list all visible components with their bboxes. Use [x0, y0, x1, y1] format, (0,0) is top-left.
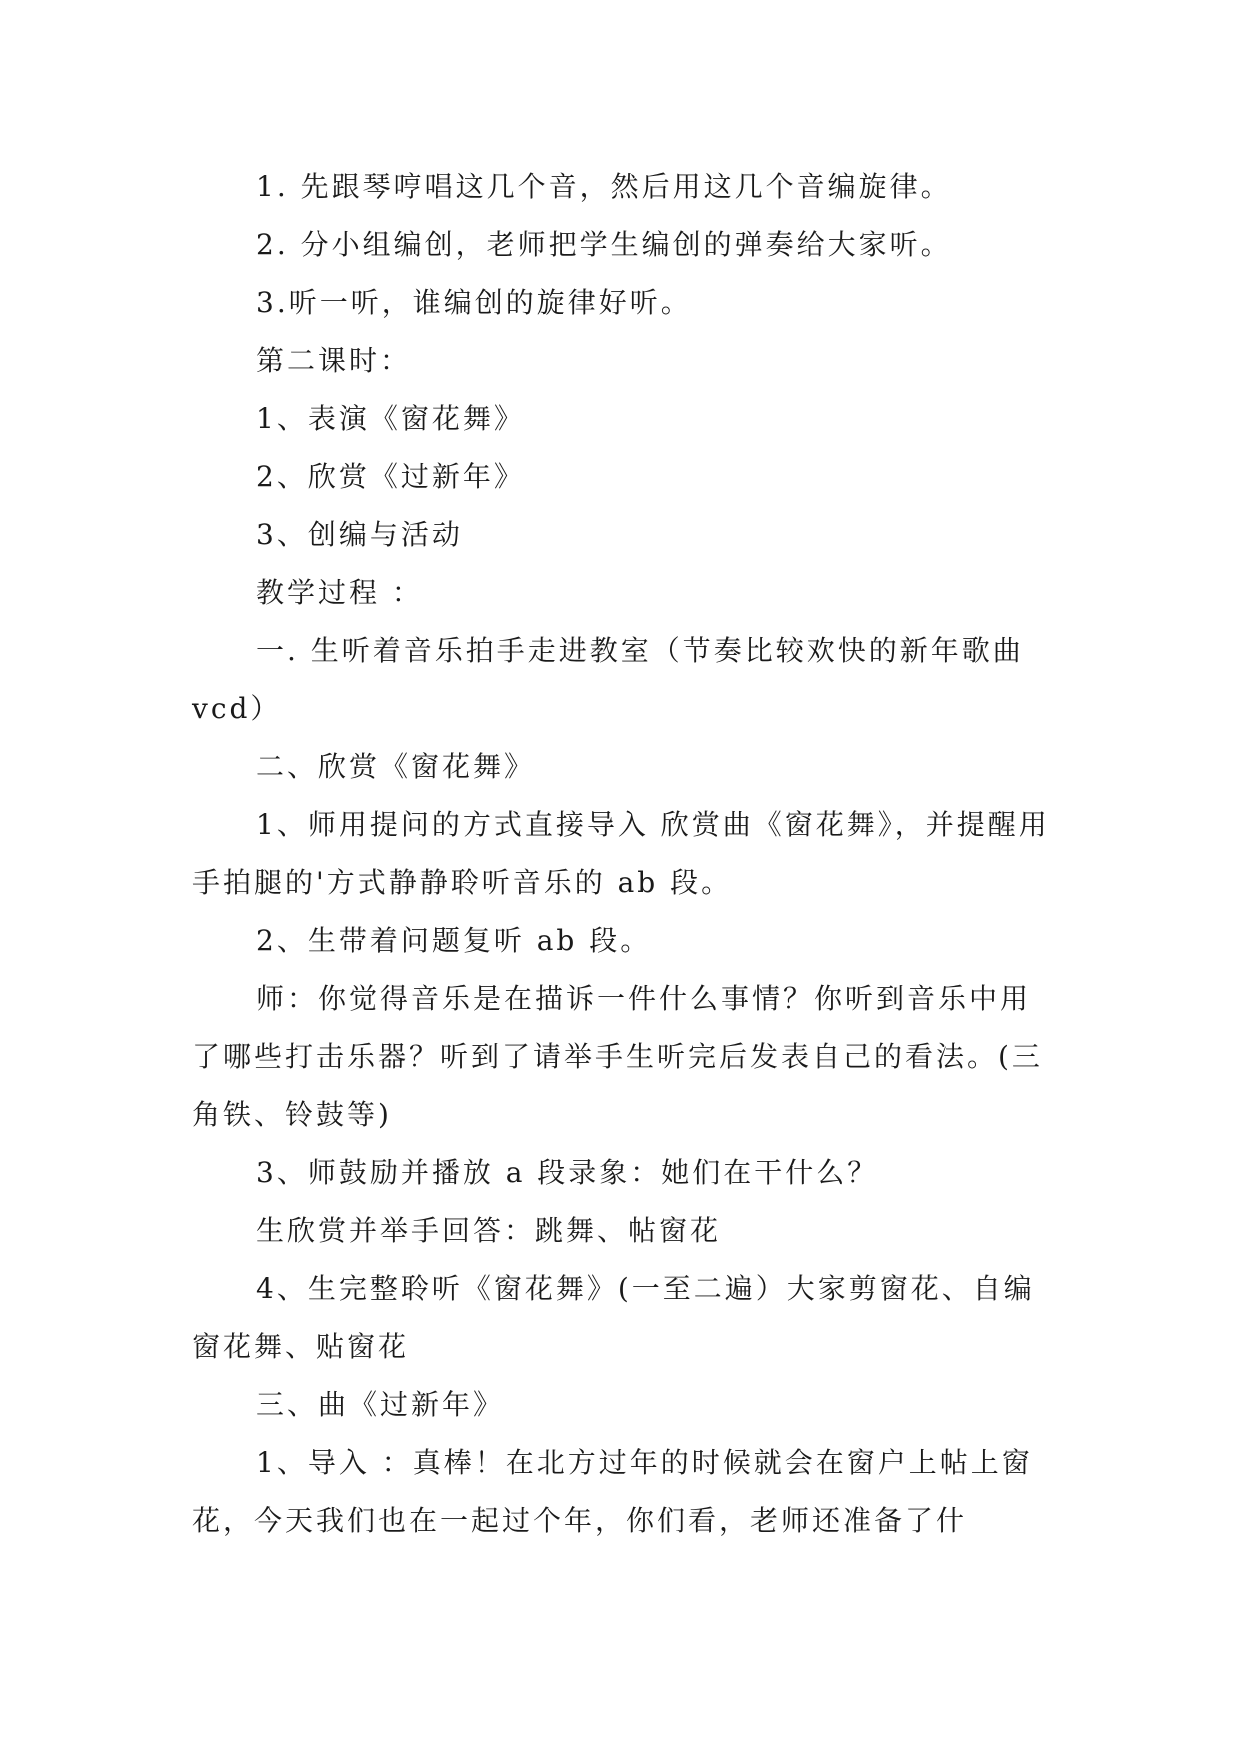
paragraph-7: 3、创编与活动: [256, 518, 463, 551]
paragraph-6: 2、欣赏《过新年》: [256, 460, 525, 493]
section-heading-song: 三、曲《过新年》: [256, 1388, 505, 1421]
paragraph-2: 2. 分小组编创，老师把学生编创的弹奏给大家听。: [256, 228, 952, 261]
paragraph-5: 1、表演《窗花舞》: [256, 402, 525, 435]
paragraph-1: 1. 先跟琴哼唱这几个音，然后用这几个音编旋律。: [256, 170, 952, 203]
paragraph-13: 师：你觉得音乐是在描诉一件什么事情？你听到音乐中用了哪些打击乐器？听到了请举手生听完后发表自己的看法。(三角铁、铃鼓等): [192, 982, 1043, 1131]
paragraph-3: 3.听一听，谁编创的旋律好听。: [256, 286, 692, 319]
paragraph-16: 4、生完整聆听《窗花舞》(一至二遍）大家剪窗花、自编窗花舞、贴窗花: [192, 1272, 1035, 1363]
paragraph-12: 2、生带着问题复听 ab 段。: [256, 924, 652, 957]
section-heading-appreciate: 二、欣赏《窗花舞》: [256, 750, 536, 783]
document-page: [192, 158, 1052, 1550]
paragraph-11: 1、师用提问的方式直接导入 欣赏曲《窗花舞》，并提醒用手拍腿的'方式静静聆听音乐的 ab 段。: [192, 808, 1050, 899]
paragraph-18: 1、导入 ：真棒！在北方过年的时候就会在窗户上帖上窗花，今天我们也在一起过个年，你们看，老师还准备了什: [192, 1446, 1033, 1537]
paragraph-9: 一. 生听着音乐拍手走进教室（节奏比较欢快的新年歌曲 vcd）: [192, 634, 1024, 725]
paragraph-15: 生欣赏并举手回答：跳舞、帖窗花: [256, 1214, 722, 1247]
paragraph-14: 3、师鼓励并播放 a 段录象：她们在干什么？: [256, 1156, 879, 1189]
section-heading-second-lesson: 第二课时：: [256, 344, 412, 377]
section-heading-teaching-process: 教学过程 ：: [256, 576, 423, 609]
